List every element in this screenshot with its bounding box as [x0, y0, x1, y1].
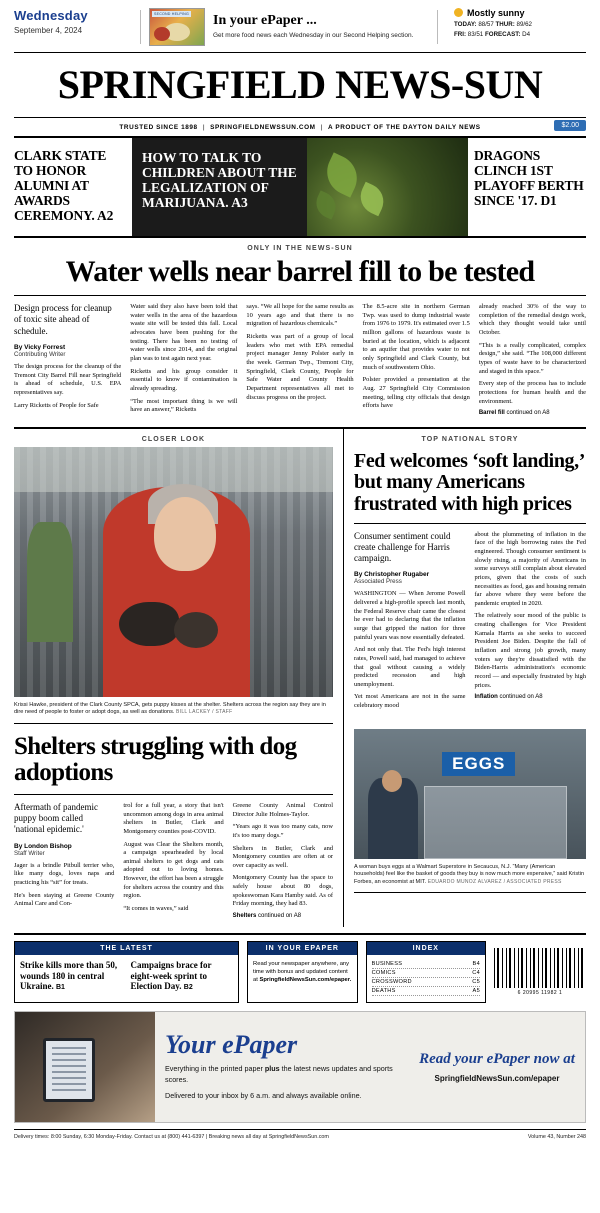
product-line: A PRODUCT OF THE DAYTON DAILY NEWS — [327, 124, 481, 131]
index-page: C4 — [472, 970, 480, 977]
lead-paragraph: “This is a really complicated, complex design,” she said. “The 108,000 different types of waste have to be characterized and staged in this space.” — [478, 341, 587, 375]
shelter-paragraph: trol for a full year, a story that isn't uncommon among dogs in area animal shelters in Butler, Clark and Montgomery counties post-COVID. — [123, 801, 224, 835]
national-jump-label: Inflation — [474, 694, 498, 701]
latest-item-page: B2 — [183, 984, 193, 992]
index-header: INDEX — [367, 942, 485, 955]
top-national-block — [344, 429, 586, 927]
barcode-bars — [494, 948, 586, 988]
national-byline-name: By Christopher Rugaber — [354, 571, 430, 579]
national-paragraph: Yet most Americans are not in the same celebratory mood — [354, 693, 466, 710]
shelter-jump-label: Shelters — [232, 913, 257, 920]
tablet-icon — [43, 1038, 95, 1102]
lead-paragraph: Every step of the process has to include protections for human health and the environment. — [478, 380, 587, 405]
closer-look-block — [14, 429, 344, 927]
ad-cta-title: Read your ePaper now at — [419, 1050, 575, 1067]
price-badge: $2.00 — [554, 120, 586, 131]
lead-byline-role: Contributing Writer — [14, 350, 66, 358]
lead-paragraph: “The most important thing is we will have an answer,” Ricketts — [130, 397, 238, 414]
ad-line-1 — [165, 1064, 399, 1086]
weather-today — [454, 21, 586, 28]
weather-fri — [454, 31, 586, 38]
epaper-advertisement[interactable] — [14, 1011, 586, 1123]
list-item[interactable] — [20, 960, 123, 992]
the-latest-header: THE LATEST — [15, 942, 238, 955]
shelter-headline: Shelters struggling with dog adoptions — [14, 724, 333, 795]
teaser-left-headline: CLARK STATE TO HONOR ALUMNI AT AWARDS CEREMONY. A2 — [14, 148, 114, 224]
lead-paragraph: Ricketts and his group consider it essential to know if contamination is already spreading. — [130, 367, 238, 392]
national-paragraph: And not only that. The Fed's high interest rates, Powell said, had managed to achieve that goal without causing a widely predicted recession and high unemployment. — [354, 646, 466, 688]
shelter-photo — [14, 447, 333, 697]
ad-cta[interactable] — [409, 1043, 585, 1091]
teaser-center-text — [132, 138, 307, 236]
trusted-since: TRUSTED SINCE 1898 — [119, 124, 198, 131]
index-name: CROSSWORD — [371, 979, 412, 986]
epaper-header: IN YOUR EPAPER — [248, 942, 357, 955]
lead-byline-name: By Vicky Forrest — [14, 343, 66, 351]
epaper-promo[interactable] — [149, 8, 429, 46]
ad-copy — [155, 1024, 409, 1110]
the-latest-box — [14, 941, 239, 1003]
puppy-1 — [119, 602, 179, 646]
shelter-jump-text: continued on A8 — [256, 913, 302, 920]
index-box — [366, 941, 486, 1003]
shelter-paragraph: Jager is a brindle Pitbull terrier who, like many dogs, loves naps and practicing his “sit” for treats. — [14, 861, 115, 886]
barcode — [494, 941, 586, 1003]
lead-col-3 — [246, 303, 353, 419]
table-row[interactable] — [372, 969, 480, 978]
latest-item-page: B1 — [56, 984, 65, 992]
divider-2 — [437, 10, 438, 44]
shelter-paragraph: Greene County Animal Control Director Julie Holmes-Taylor. — [232, 801, 333, 818]
national-col-2 — [475, 531, 587, 715]
weather-today-label: TODAY: — [454, 21, 477, 28]
shelter-paragraph: Shelters in Butler, Clark and Montgomery counties are often at or over capacity as well. — [232, 844, 333, 869]
national-jumpline[interactable] — [475, 694, 587, 700]
shelter-paragraph: August was Clear the Shelters month, a campaign spearheaded by local animal shelters to get dogs and cats adopted out to loving homes. However, the effort has been a struggle for shelters across the country and this region. — [123, 840, 224, 900]
index-page: A5 — [472, 988, 480, 995]
table-row[interactable] — [372, 978, 480, 987]
lead-paragraph: says. “We all hope for the same results as 10 years ago and that there is no migration of hazardous chemicals.” — [246, 303, 354, 328]
lead-columns — [14, 296, 586, 427]
bottom-boxes — [14, 933, 586, 1003]
index-page: B4 — [472, 961, 480, 968]
lead-paragraph: The design process for the cleanup of the Tremont City Barrel Fill near Springfield is ahead of schedule, U.S. EPA representatives say. — [14, 362, 122, 396]
divider — [140, 10, 141, 44]
latest-item-text: Campaigns brace for eight-week sprint to Election Day. — [130, 960, 212, 992]
teaser-left[interactable] — [14, 138, 132, 236]
closer-look-kicker: CLOSER LOOK — [141, 435, 206, 443]
tablet-screen-lines — [52, 1047, 86, 1093]
puppy-2 — [174, 612, 218, 648]
lead-kicker: ONLY IN THE NEWS-SUN — [247, 245, 353, 252]
table-row[interactable] — [372, 987, 480, 996]
national-jump-text: continued on A8 — [497, 694, 543, 701]
sun-icon — [454, 8, 463, 17]
top-bar — [14, 0, 586, 53]
footer-right: Volume 43, Number 248 — [527, 1134, 586, 1141]
weather-condition-label: Mostly sunny — [467, 8, 525, 18]
sep-2: | — [320, 124, 323, 131]
masthead — [14, 53, 586, 109]
cutline-text: A woman buys eggs at a Walmart Superstore in Secaucus, N.J. “Many (American households) feel like the basket of goods they buy is now much more expensive,” said Kristin Forbes, an economist at MIT. — [354, 863, 585, 885]
cutline-text: Krissi Hawke, president of the Clark County SPCA, gets puppy kisses at the shelter. Shelters across the region say they are in dire need of people to foster or adopt dogs, as well as donations. — [14, 701, 326, 716]
lead-paragraph: The 8.5-acre site in northern German Twp. was used to dump industrial waste from 1976 to 1979. It's estimated over 1.5 million gallons of hazardous waste is buried at the location, which is adjacent to an aquifer that provides water to not only Springfield and Clark County, but much of southwestern Ohio. — [362, 303, 470, 371]
volunteer-figure — [27, 522, 73, 642]
ad-line-1c: the latest news updates and sports scores. — [165, 1063, 393, 1084]
dateline — [14, 8, 132, 46]
lead-col-4 — [363, 303, 470, 419]
ad-photo — [15, 1012, 155, 1122]
table-row[interactable] — [372, 960, 480, 969]
shelter-paragraph: He's been staying at Greene County Animal Care and Con- — [14, 891, 115, 908]
index-name: COMICS — [371, 970, 396, 977]
shelter-paragraph: Montgomery County has the space to safely house about 80 dogs, spokeswoman Kara Hamby said. As of Friday morning, they had 83. — [232, 874, 333, 908]
index-page: C5 — [472, 979, 480, 986]
national-columns — [354, 524, 586, 723]
epaper-link[interactable]: SpringfieldNewsSun.com/epaper. — [259, 977, 352, 984]
shelter-paragraph: “It comes in waves,” said — [123, 905, 189, 913]
shelter-paragraph: “Years ago it was too many cats, now it's too many dogs.” — [232, 823, 333, 839]
shelter-jumpline[interactable] — [233, 913, 333, 919]
shelter-president-face — [154, 497, 216, 571]
list-item[interactable] — [131, 960, 234, 992]
lead-deck: Design process for cleanup of toxic site ahead of schedule. — [14, 303, 112, 336]
national-col-1 — [354, 531, 466, 715]
shopper-head — [382, 770, 402, 792]
lead-col-5 — [479, 303, 586, 419]
middle-section — [14, 427, 586, 927]
lead-paragraph: Larry Ricketts of People for Safe — [14, 401, 99, 409]
national-kicker: TOP NATIONAL STORY — [421, 435, 519, 443]
weather-fri-label: FRI: — [454, 31, 467, 38]
promo-thumbnail — [149, 8, 205, 46]
lead-paragraph: Polster provided a presentation at the Aug. 27 Springfield City Commission meeting, telling city officials that design efforts have — [362, 376, 470, 410]
national-byline-role: Associated Press — [354, 578, 402, 586]
weather-thur-label: THUR: — [495, 21, 515, 28]
teaser-right[interactable] — [468, 138, 586, 236]
barcode-number: 6 20995 11982 1 — [517, 990, 563, 997]
national-paragraph: about the plummeting of inflation in the face of the high borrowing rates the Fed engineered. Though consumer sentiment is slowly rising, a majority of Americans in some surveys still complain about elevated prices, given that the costs of such necessities as food, gas and housing remain far above where they were before the pandemic erupted in 2020. — [474, 530, 586, 607]
shelter-columns — [14, 795, 333, 927]
page-footer — [14, 1129, 586, 1150]
national-deck: Consumer sentiment could create challenge for Harris campaign. — [354, 530, 451, 564]
page-title: SPRINGFIELD NEWS-SUN — [57, 62, 543, 107]
eggs-photo — [354, 729, 586, 859]
dateline-day: Wednesday — [14, 8, 88, 23]
in-your-epaper-box — [247, 941, 358, 1003]
lead-paragraph: already reached 30% of the way to completion of the remedial design work, which they thought would take until October. — [478, 303, 587, 337]
index-name: DEATHS — [371, 988, 396, 995]
weather-forecast-label: FORECAST: — [484, 31, 521, 38]
national-paragraph: WASHINGTON — When Jerome Powell delivered a high-profile speech last month, the Federal Reserve chair came the closest he ever had to declaring that the inflation surge that gripped the nation for three painful years was now essentially defeated. — [354, 590, 466, 641]
latest-item-text: Strike kills more than 50, wounds 180 in central Ukraine. — [20, 960, 118, 992]
national-headline: Fed welcomes ‘soft landing,’ but many Americans frustrated with high prices — [354, 447, 586, 524]
weather-today-value: 88/57 — [478, 21, 494, 28]
weather-fri-value: 83/51 — [467, 31, 484, 38]
dateline-date: September 4, 2024 — [14, 26, 83, 35]
photo-credit: BILL LACKEY / STAFF — [176, 709, 233, 716]
national-paragraph: The relatively sour mood of the public is creating challenges for Vice President Kamala Harris as she seeks to succeed President Joe Biden. Despite the fall of inflation and strong job growth, many voters say they're dissatisfied with the Biden-Harris administration's economic record — and especially frustrated by high prices. — [474, 612, 586, 689]
teaser-strip — [14, 138, 586, 238]
index-body — [367, 955, 485, 1002]
lead-paragraph: Ricketts was part of a group of local leaders who met with EPA remedial project manager Jenny Polster early in the week. German Twp., Tremont City, Springfield, Clark County, People for Safe Water and County Health Department representatives all met to discuss progress on the project. — [246, 333, 354, 401]
the-latest-body — [15, 955, 238, 998]
ad-line-1b: plus — [264, 1063, 280, 1073]
weather-thur-value: 89/62 — [516, 21, 532, 28]
shelter-col-3 — [233, 802, 333, 919]
leaf-icon-2 — [354, 182, 389, 217]
masthead-subline — [14, 118, 586, 138]
leaf-icon — [319, 152, 364, 197]
lead-headline: Water wells near barrel fill to be tested — [14, 256, 586, 296]
eggs-photo-cutline — [354, 859, 586, 894]
shelter-byline-role: Staff Writer — [14, 849, 45, 857]
photo-credit: EDUARDO MUNOZ ALVAREZ / ASSOCIATED PRESS — [427, 878, 562, 885]
index-name: BUSINESS — [371, 961, 403, 968]
epaper-body — [248, 955, 357, 990]
epaper-text: Read your newspaper anywhere, any time with bonus and updated content at — [253, 961, 350, 984]
teaser-center[interactable] — [132, 138, 468, 236]
ad-line-2: Delivered to your inbox by 6 a.m. and always available online. — [165, 1091, 362, 1101]
lead-jump-text: continued on A8 — [504, 410, 550, 417]
lead-jumpline[interactable] — [479, 410, 586, 416]
shelter-deck: Aftermath of pandemic puppy boom called 'national epidemic.' — [14, 801, 98, 835]
teaser-right-headline: DRAGONS CLINCH 1ST PLAYOFF BERTH SINCE '17. D1 — [474, 148, 584, 209]
weather-box[interactable] — [446, 8, 586, 46]
ad-title: Your ePaper — [165, 1029, 298, 1059]
ad-line-1a: Everything in the printed paper — [165, 1063, 265, 1073]
shelter-col-2 — [123, 802, 223, 919]
website-url[interactable]: SPRINGFIELDNEWSSUN.COM — [210, 124, 316, 131]
weather-forecast-value: D4 — [522, 31, 531, 38]
leaf-icon-3 — [311, 190, 340, 219]
sep-1: | — [202, 124, 206, 131]
lead-jump-label: Barrel fill — [478, 410, 505, 417]
promo-tag: SECOND HELPING — [154, 12, 189, 16]
promo-text — [205, 13, 413, 40]
promo-subtitle: Get more food news each Wednesday in our Second Helping section. — [213, 32, 414, 40]
promo-title: In your ePaper ... — [213, 13, 317, 29]
refrigerated-case — [424, 786, 568, 859]
marijuana-photo — [307, 138, 468, 236]
weather-condition — [454, 8, 586, 18]
lead-col-1 — [14, 303, 121, 419]
eggs-sign: EGGS — [442, 752, 515, 776]
ad-cta-url[interactable]: SpringfieldNewsSun.com/epaper — [434, 1074, 560, 1084]
lead-col-2 — [130, 303, 237, 419]
lead-paragraph: Water said they also have been told that water wells in the area of the hazardous waste site will be tested this fall. Local advocates have been pushing for the testing. There has been no testing of water wells since 2014, and the original plan was to test again next year. — [130, 303, 238, 363]
footer-left: Delivery times: 8:00 Sunday, 6:30 Monday-Friday. Contact us at (800) 441-6397 | Breaking news all day at SpringfieldNewsSun.com — [14, 1134, 329, 1141]
food-shape-2 — [154, 27, 170, 41]
shelter-byline-name: By London Bishop — [14, 842, 72, 850]
shelter-photo-cutline — [14, 697, 333, 724]
teaser-center-headline: HOW TO TALK TO CHILDREN ABOUT THE LEGALIZATION OF MARIJUANA. A3 — [142, 150, 297, 211]
shelter-col-1 — [14, 802, 114, 919]
